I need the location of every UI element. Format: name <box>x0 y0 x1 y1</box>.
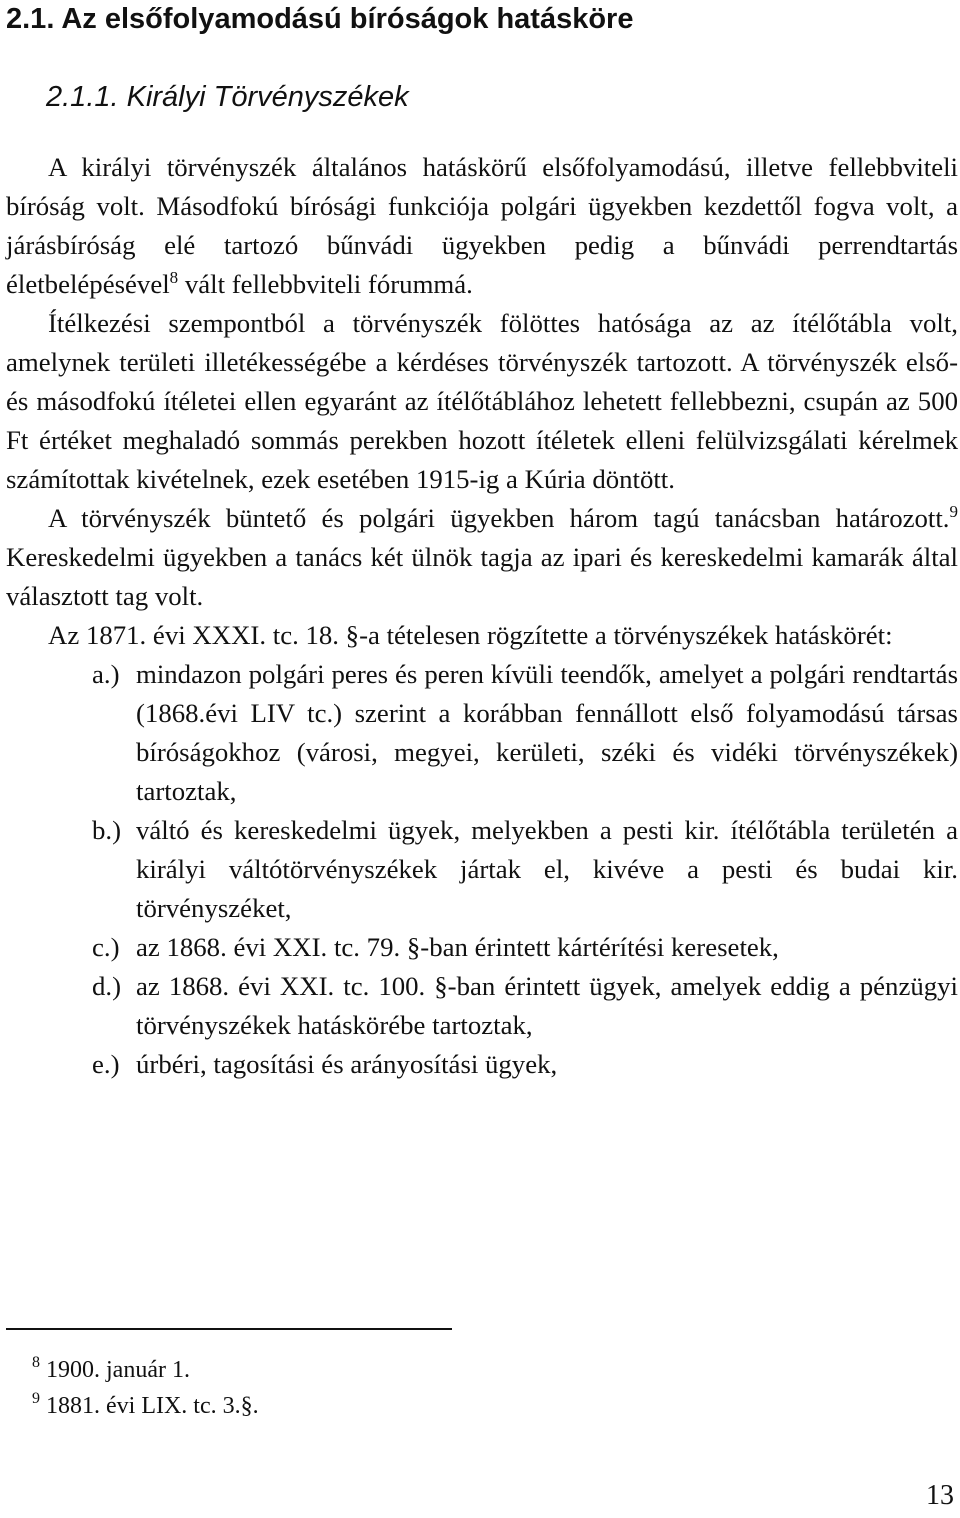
footnote-ref-8[interactable]: 8 <box>169 268 179 287</box>
footnote-ref-9[interactable]: 9 <box>949 502 958 521</box>
footnote-number: 8 <box>32 1354 40 1371</box>
subsection-heading: 2.1.1. Királyi Törvényszékek <box>46 81 409 113</box>
body-text <box>6 148 958 1084</box>
list-item <box>92 1045 958 1084</box>
list-item-label: d.) <box>92 971 122 1001</box>
footnote-separator <box>6 1328 452 1330</box>
paragraph-3-text-before: A törvényszék büntető és polgári ügyekben három tagú tanácsban határozott. <box>48 503 950 533</box>
list-item-label: e.) <box>92 1049 120 1079</box>
footnote-text: 1881. évi LIX. tc. 3.§. <box>46 1393 259 1419</box>
paragraph-4: Az 1871. évi XXXI. tc. 18. §-a tételesen rögzítette a törvényszékek hatáskörét: <box>48 620 893 650</box>
paragraph-3 <box>6 499 958 616</box>
paragraph-1-text-before: A királyi törvényszék általános hatáskörű elsőfolyamodású, illetve fellebbviteli bíróság volt. Másodfokú bírósági funkciója polgári ügyekben kezdettől fogva volt, a járásbíróság elé tartozó bűnvádi ügyekben pedig a bűnvádi perrendtartás életbelépésével <box>6 152 958 299</box>
list-item <box>92 967 958 1045</box>
list-item-label: b.) <box>92 815 122 845</box>
footnote-text: 1900. január 1. <box>46 1357 190 1383</box>
list-item <box>92 655 958 811</box>
list-item <box>92 928 958 967</box>
list-item-text: váltó és kereskedelmi ügyek, melyekben a pesti kir. ítélőtábla területén a királyi váltótörvényszékek jártak el, kivéve a pesti és budai kir. törvényszéket, <box>136 815 958 923</box>
list-item-label: c.) <box>92 932 120 962</box>
jurisdiction-list <box>6 655 958 1084</box>
list-item <box>92 811 958 928</box>
list-item-text: úrbéri, tagosítási és arányosítási ügyek, <box>136 1049 558 1079</box>
footnotes <box>32 1352 259 1424</box>
list-item-text: mindazon polgári peres és peren kívüli teendők, amelyet a polgári rendtartás (1868.évi LIV tc.) szerint a korábban fennállott első folyamodású társas bíróságokhoz (városi, megyei, kerületi, széki és vidéki törvényszékek) tartoztak, <box>136 659 958 806</box>
list-item-text: az 1868. évi XXI. tc. 100. §-ban érintett ügyek, amelyek eddig a pénzügyi törvényszékek hatáskörébe tartoztak, <box>136 971 958 1040</box>
paragraph-1-text-after: vált fellebbviteli fórummá. <box>178 269 473 299</box>
page-number: 13 <box>926 1480 954 1511</box>
list-item-text: az 1868. évi XXI. tc. 79. §-ban érintett kártérítési keresetek, <box>136 932 779 962</box>
footnote-8 <box>32 1352 259 1388</box>
footnote-number: 9 <box>32 1390 40 1407</box>
list-item-label: a.) <box>92 659 120 689</box>
section-heading: 2.1. Az elsőfolyamodású bíróságok hatásköre <box>6 3 634 35</box>
footnote-9 <box>32 1388 259 1424</box>
paragraph-3-text-after: Kereskedelmi ügyekben a tanács két ülnök tagja az ipari és kereskedelmi kamarák által választott tag volt. <box>6 542 958 611</box>
paragraph-1 <box>6 148 958 304</box>
paragraph-2: Ítélkezési szempontból a törvényszék fölöttes hatósága az az ítélőtábla volt, amelynek területi illetékességébe a kérdéses törvényszék tartozott. A törvényszék első- és másodfokú ítéletei ellen egyaránt az ítélőtáblához lehetett fellebbezni, csupán az 500 Ft értéket meghaladó sommás perekben hozott ítéletek elleni felülvizsgálati kérelmek számítottak kivételnek, ezek esetében 1915-ig a Kúria döntött. <box>6 308 958 494</box>
